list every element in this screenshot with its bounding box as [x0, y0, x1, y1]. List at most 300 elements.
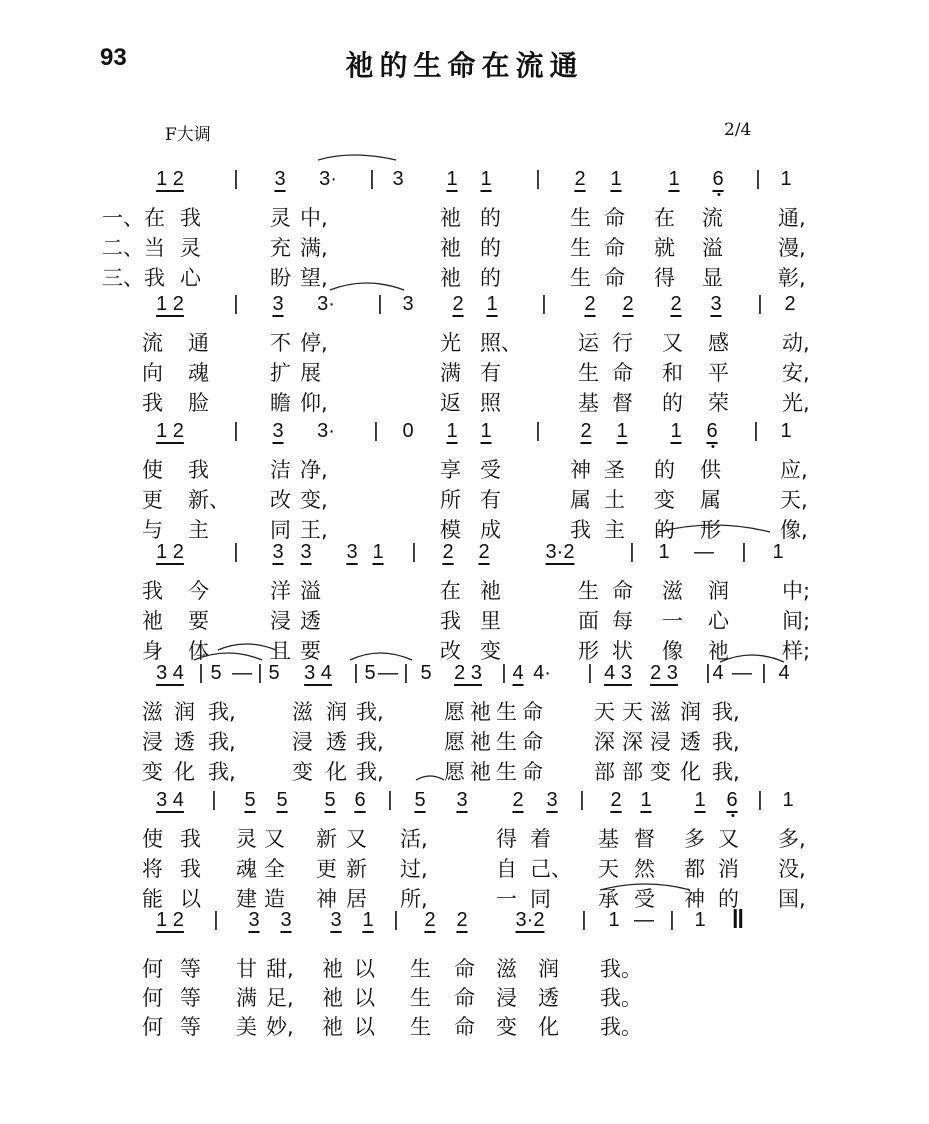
note: 1: [616, 420, 628, 442]
lyric-line-verse-2: [0, 232, 929, 262]
note: 5: [414, 789, 426, 811]
lyric-syllable: 生: [578, 361, 599, 385]
note: —: [378, 662, 398, 684]
lyric-syllable: 天,: [780, 488, 808, 512]
lyric-syllable: 同: [270, 518, 291, 542]
note: 1: [780, 168, 792, 190]
lyric-syllable: 生: [570, 266, 591, 290]
lyric-line-verse-2: [0, 357, 929, 387]
note: 1: [486, 293, 498, 315]
barline: |: [669, 909, 675, 931]
lyric-line-verse-1: [0, 327, 929, 357]
lyric-syllable: 我: [188, 458, 209, 482]
lyric-syllable: 没,: [778, 857, 806, 881]
low-octave-dot: [731, 814, 734, 817]
lyric-syllable: 承: [598, 887, 619, 911]
lyric-syllable: 祂: [470, 730, 491, 754]
lyric-syllable: 灵: [236, 827, 257, 851]
lyric-syllable: 我: [180, 857, 201, 881]
lyric-syllable: 深: [622, 730, 643, 754]
lyric-syllable: 又: [346, 827, 367, 851]
lyric-syllable: 形: [578, 639, 599, 663]
barline: |: [757, 293, 763, 315]
lyric-syllable: 将: [142, 857, 163, 881]
lyric-syllable: 以: [354, 986, 375, 1010]
note: 3·2: [545, 541, 575, 563]
lyric-syllable: 满,: [300, 236, 328, 260]
lyric-syllable: 光,: [782, 391, 810, 415]
note: 1 2: [156, 168, 184, 190]
lyric-syllable: 自: [496, 857, 517, 881]
lyric-syllable: 祂: [470, 700, 491, 724]
lyric-syllable: 身: [142, 639, 163, 663]
lyric-syllable: 命: [454, 957, 475, 981]
lyric-syllable: 圣: [604, 458, 625, 482]
lyric-syllable: 滋: [292, 700, 313, 724]
lyric-syllable: 愿: [444, 730, 465, 754]
lyric-syllable: 与: [142, 518, 163, 542]
lyric-syllable: 流: [142, 331, 163, 355]
barline: |: [535, 168, 541, 190]
note: 2: [610, 789, 622, 811]
barline: |: [257, 662, 263, 684]
lyric-syllable: 等: [180, 957, 201, 981]
lyric-syllable: 通: [188, 331, 209, 355]
lyric-syllable: 变: [142, 760, 163, 784]
lyric-syllable: 愿: [444, 760, 465, 784]
lyric-syllable: 生: [570, 206, 591, 230]
lyric-syllable: 通,: [778, 206, 806, 230]
note: 2: [580, 420, 592, 442]
lyric-syllable: 我: [142, 579, 163, 603]
lyric-syllable: 神: [570, 458, 591, 482]
lyric-line-verse-3: [0, 387, 929, 417]
note: 5: [324, 789, 336, 811]
barline: ‖: [731, 904, 745, 934]
note: 1: [772, 541, 784, 563]
lyric-syllable: 行: [612, 331, 633, 355]
lyric-syllable: 甘: [236, 957, 257, 981]
note: —: [732, 662, 752, 684]
note: 3: [272, 293, 284, 315]
lyric-syllable: 督: [612, 391, 633, 415]
note: 3: [248, 909, 260, 931]
lyric-syllable: 使: [142, 458, 163, 482]
note: 1: [362, 909, 374, 931]
barline: |: [705, 662, 711, 684]
lyric-syllable: 建: [236, 887, 257, 911]
lyric-syllable: 新: [316, 827, 337, 851]
note: 1: [480, 420, 492, 442]
note: 4: [512, 662, 524, 684]
lyric-syllable: 面: [578, 609, 599, 633]
note: 5: [244, 789, 256, 811]
lyric-syllable: 滋: [662, 579, 683, 603]
note: 6: [726, 789, 737, 812]
lyric-syllable: 变,: [300, 488, 328, 512]
lyric-syllable: 愿: [444, 700, 465, 724]
lyric-syllable: 属: [570, 488, 591, 512]
lyric-syllable: 神: [316, 887, 337, 911]
lyric-syllable: 生: [570, 236, 591, 260]
lyric-syllable: 我,: [712, 700, 740, 724]
lyric-syllable: 命: [522, 760, 543, 784]
note: 6: [706, 420, 717, 443]
lyric-syllable: 间;: [782, 609, 811, 633]
lyric-syllable: 生: [410, 957, 431, 981]
barline: |: [581, 909, 587, 931]
note: 2: [452, 293, 464, 315]
lyric-syllable: 天: [598, 857, 619, 881]
lyric-syllable: 我,: [712, 760, 740, 784]
lyric-syllable: 二、当: [102, 236, 165, 260]
lyric-syllable: 生: [410, 1015, 431, 1039]
lyric-syllable: 润: [538, 957, 559, 981]
lyric-syllable: 主: [604, 518, 625, 542]
note: 5: [210, 662, 222, 684]
barline: |: [377, 293, 383, 315]
note: 2: [424, 909, 436, 931]
lyric-syllable: 我: [180, 827, 201, 851]
lyric-syllable: 王,: [300, 518, 328, 542]
lyric-syllable: 生: [410, 986, 431, 1010]
lyric-syllable: 中,: [300, 206, 328, 230]
lyric-line-verse-2: [0, 982, 929, 1012]
lyric-syllable: 受: [634, 887, 655, 911]
lyric-syllable: 透: [680, 730, 701, 754]
lyric-syllable: 脸: [188, 391, 209, 415]
note: 1 2: [156, 909, 184, 931]
lyric-syllable: 所: [440, 488, 461, 512]
note: 1 2: [156, 420, 184, 442]
hymn-number: 93: [100, 44, 127, 71]
lyric-syllable: 督: [634, 827, 655, 851]
lyric-line-verse-1: [0, 202, 929, 232]
lyric-syllable: 一: [496, 887, 517, 911]
note: 3 4: [156, 789, 184, 811]
notation-line: [0, 539, 929, 573]
note: 1: [668, 168, 680, 190]
lyric-line-verse-2: [0, 605, 929, 635]
lyric-syllable: 应,: [780, 458, 808, 482]
lyric-syllable: 模: [440, 518, 461, 542]
lyric-syllable: 过,: [400, 857, 428, 881]
lyric-syllable: 深: [594, 730, 615, 754]
lyric-syllable: 要: [300, 639, 321, 663]
lyric-syllable: 光: [440, 331, 461, 355]
barline: |: [757, 789, 763, 811]
note: 3: [710, 293, 722, 315]
lyric-syllable: 满: [236, 986, 257, 1010]
note: 1: [780, 420, 792, 442]
lyric-syllable: 照: [480, 391, 501, 415]
lyric-syllable: 都: [684, 857, 705, 881]
lyric-syllable: 透: [538, 986, 559, 1010]
lyric-syllable: 展: [300, 361, 321, 385]
lyric-syllable: 透: [300, 609, 321, 633]
lyric-syllable: 润: [680, 700, 701, 724]
lyric-syllable: 使: [142, 827, 163, 851]
lyric-syllable: 满: [440, 361, 461, 385]
barline: |: [373, 420, 379, 442]
lyric-syllable: 照、: [480, 331, 522, 355]
lyric-syllable: 祂: [708, 639, 729, 663]
lyric-syllable: 我,: [356, 730, 384, 754]
lyric-syllable: 三、我: [102, 266, 165, 290]
lyric-syllable: 像,: [780, 518, 808, 542]
lyric-syllable: 命: [454, 986, 475, 1010]
lyric-syllable: 化: [326, 760, 347, 784]
notation-line: [0, 787, 929, 821]
note: 2: [442, 541, 454, 563]
note: 6: [712, 168, 723, 191]
notation-line: [0, 166, 929, 200]
lyric-syllable: 妙,: [266, 1015, 294, 1039]
lyric-syllable: 供: [700, 458, 721, 482]
lyric-line-verse-1: [0, 696, 929, 726]
barline: |: [579, 789, 585, 811]
lyric-syllable: 生: [496, 700, 517, 724]
barline: |: [541, 293, 547, 315]
lyric-syllable: 活,: [400, 827, 428, 851]
lyric-syllable: 新: [346, 857, 367, 881]
lyric-syllable: 漫,: [778, 236, 806, 260]
lyric-syllable: 的: [480, 266, 501, 290]
lyric-syllable: 浸: [292, 730, 313, 754]
lyric-syllable: 祂: [440, 206, 461, 230]
barline: |: [403, 662, 409, 684]
lyric-syllable: 然: [634, 857, 655, 881]
barline: |: [387, 789, 393, 811]
lyric-syllable: 滋: [650, 700, 671, 724]
lyric-syllable: 能: [142, 887, 163, 911]
lyric-syllable: 祂: [480, 579, 501, 603]
note: 1: [372, 541, 384, 563]
lyric-syllable: 造: [264, 887, 285, 911]
lyric-syllable: 滋: [496, 957, 517, 981]
lyric-syllable: 命: [604, 236, 625, 260]
note: 3: [272, 541, 284, 563]
barline: |: [213, 909, 219, 931]
lyric-syllable: 祂: [470, 760, 491, 784]
lyric-syllable: 润: [174, 700, 195, 724]
note: 1: [640, 789, 652, 811]
lyric-syllable: 变: [480, 639, 501, 663]
lyric-syllable: 灵: [180, 236, 201, 260]
lyric-syllable: 里: [480, 609, 501, 633]
lyric-syllable: 成: [480, 518, 501, 542]
lyric-syllable: 基: [578, 391, 599, 415]
lyric-syllable: 土: [604, 488, 625, 512]
lyric-syllable: 多: [684, 827, 705, 851]
lyric-syllable: 我: [142, 391, 163, 415]
barline: |: [233, 293, 239, 315]
lyric-syllable: 有: [480, 488, 501, 512]
note: 3: [274, 168, 286, 190]
lyric-syllable: 的: [662, 391, 683, 415]
lyric-syllable: 的: [480, 236, 501, 260]
lyric-syllable: 我,: [356, 760, 384, 784]
lyric-syllable: 命: [604, 266, 625, 290]
lyric-syllable: 透: [326, 730, 347, 754]
note: 3: [546, 789, 558, 811]
lyric-syllable: 不: [270, 331, 291, 355]
lyric-syllable: 又: [718, 827, 739, 851]
lyric-syllable: 多,: [778, 827, 806, 851]
lyric-syllable: 我,: [208, 730, 236, 754]
note: 3: [346, 541, 358, 563]
note: 2: [584, 293, 596, 315]
note: 3 4: [304, 662, 332, 684]
lyric-syllable: 充: [270, 236, 291, 260]
lyric-syllable: 改: [440, 639, 461, 663]
lyric-syllable: 全: [264, 857, 285, 881]
lyric-syllable: 命: [604, 206, 625, 230]
note: 3 4: [156, 662, 184, 684]
lyric-syllable: 洁: [270, 458, 291, 482]
lyric-syllable: 润: [708, 579, 729, 603]
lyric-syllable: 得: [496, 827, 517, 851]
lyric-syllable: 有: [480, 361, 501, 385]
lyric-syllable: 就: [654, 236, 675, 260]
lyric-syllable: 何: [142, 957, 163, 981]
lyric-syllable: 溢: [300, 579, 321, 603]
lyric-line-verse-1: [0, 454, 929, 484]
lyric-syllable: 流: [702, 206, 723, 230]
lyric-syllable: 命: [612, 579, 633, 603]
lyric-syllable: 基: [598, 827, 619, 851]
note: 4 3: [604, 662, 632, 684]
lyric-syllable: 浸: [270, 609, 291, 633]
lyric-syllable: 我,: [208, 700, 236, 724]
barline: |: [535, 420, 541, 442]
lyric-syllable: 改: [270, 488, 291, 512]
note: 2: [784, 293, 796, 315]
lyric-syllable: 生: [578, 579, 599, 603]
barline: |: [587, 662, 593, 684]
note: —: [232, 662, 252, 684]
low-octave-dot: [711, 445, 714, 448]
lyric-syllable: 彰,: [778, 266, 806, 290]
lyric-syllable: 变: [292, 760, 313, 784]
lyric-syllable: 的: [718, 887, 739, 911]
lyric-syllable: 我: [570, 518, 591, 542]
lyric-syllable: 净,: [300, 458, 328, 482]
note: 5: [420, 662, 432, 684]
lyric-syllable: 同: [530, 887, 551, 911]
lyric-syllable: 和: [662, 361, 683, 385]
lyric-syllable: 着: [530, 827, 551, 851]
lyric-syllable: 润: [326, 700, 347, 724]
lyric-syllable: 变: [496, 1015, 517, 1039]
note: 2: [622, 293, 634, 315]
note: 4·: [533, 662, 551, 684]
lyric-syllable: 中;: [782, 579, 811, 603]
lyric-syllable: 生: [496, 730, 517, 754]
note: 2: [478, 541, 490, 563]
lyric-syllable: 部: [594, 760, 615, 784]
note: 1: [608, 909, 620, 931]
lyric-line-verse-1: [0, 575, 929, 605]
lyric-syllable: 以: [180, 887, 201, 911]
lyric-syllable: 我: [440, 609, 461, 633]
lyric-syllable: 属: [700, 488, 721, 512]
note: 1: [782, 789, 794, 811]
lyric-syllable: 享: [440, 458, 461, 482]
note: 3: [402, 293, 414, 315]
note: 1: [670, 420, 682, 442]
lyric-syllable: 天: [622, 700, 643, 724]
lyric-syllable: 祂: [440, 266, 461, 290]
note: 1: [446, 168, 458, 190]
lyric-syllable: 一: [662, 609, 683, 633]
lyric-syllable: 甜,: [266, 957, 294, 981]
lyric-syllable: 像: [662, 639, 683, 663]
lyric-syllable: 样;: [782, 639, 811, 663]
lyric-syllable: 何: [142, 986, 163, 1010]
lyric-line-verse-1: [0, 823, 929, 853]
lyric-syllable: 主: [188, 518, 209, 542]
lyric-syllable: 部: [622, 760, 643, 784]
lyric-syllable: 受: [480, 458, 501, 482]
barline: |: [369, 168, 375, 190]
lyric-syllable: 且: [270, 639, 291, 663]
lyric-syllable: 瞻: [270, 391, 291, 415]
barline: |: [353, 662, 359, 684]
lyric-syllable: 向: [142, 361, 163, 385]
lyric-syllable: 祂: [322, 986, 343, 1010]
lyric-syllable: 心: [708, 609, 729, 633]
lyric-syllable: 今: [188, 579, 209, 603]
lyric-syllable: 心: [180, 266, 201, 290]
lyric-syllable: 感: [708, 331, 729, 355]
lyric-syllable: 我,: [356, 700, 384, 724]
lyric-syllable: 显: [702, 266, 723, 290]
note: 2: [574, 168, 586, 190]
lyric-syllable: 的: [654, 518, 675, 542]
barline: |: [198, 662, 204, 684]
lyric-syllable: 神: [684, 887, 705, 911]
lyric-syllable: 祂: [322, 1015, 343, 1039]
note: 1 2: [156, 541, 184, 563]
lyric-syllable: 透: [174, 730, 195, 754]
lyric-syllable: 等: [180, 1015, 201, 1039]
notation-line: [0, 904, 929, 941]
note: 1: [694, 909, 706, 931]
hymn-title: 祂的生命在流通: [345, 49, 584, 82]
lyric-syllable: 洋: [270, 579, 291, 603]
barline: |: [761, 662, 767, 684]
barline: |: [753, 420, 759, 442]
lyric-line-verse-3: [0, 1011, 929, 1041]
lyric-syllable: 变: [650, 760, 671, 784]
note: 0: [402, 420, 414, 442]
lyric-syllable: 在: [440, 579, 461, 603]
lyric-syllable: 化: [680, 760, 701, 784]
lyric-syllable: 安,: [782, 361, 810, 385]
lyric-syllable: 祂: [142, 609, 163, 633]
lyric-syllable: 己、: [530, 857, 572, 881]
note: 5: [364, 662, 376, 684]
lyric-syllable: 滋: [142, 700, 163, 724]
note: 3: [272, 420, 284, 442]
lyric-syllable: 我。: [600, 957, 642, 981]
lyric-syllable: 更: [316, 857, 337, 881]
slur-arc: [318, 155, 396, 160]
lyric-syllable: 新、: [188, 488, 230, 512]
note: 3: [300, 541, 312, 563]
lyric-syllable: 浸: [142, 730, 163, 754]
